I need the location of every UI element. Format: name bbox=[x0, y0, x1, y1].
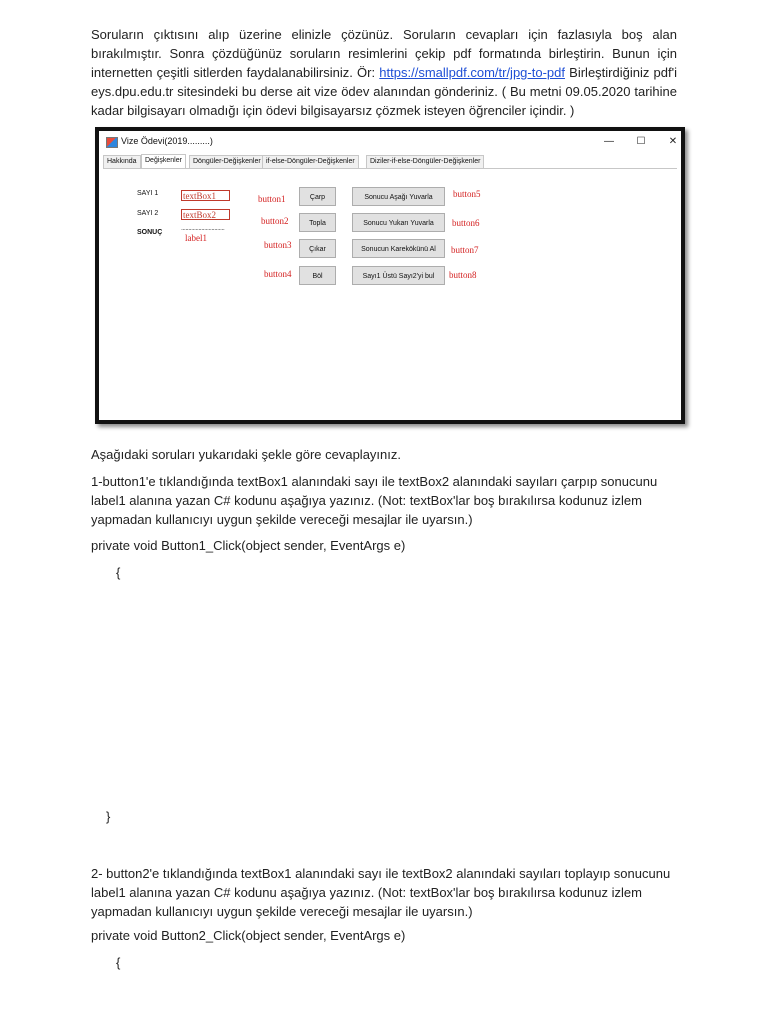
button2-annotation: button2 bbox=[261, 216, 289, 226]
question-1-signature: private void Button1_Click(object sender, EventArgs e) bbox=[91, 538, 406, 553]
tab-hakkinda[interactable]: Hakkında bbox=[103, 155, 141, 168]
question-1-text: 1-button1'e tıklandığında textBox1 alanındaki sayı ile textBox2 alanındaki sayıları çarpıp sonucunu label1 alanına yazan C# kodunu aşağıya yazınız. (Not: textBox'lar boş bırakılırsa kodunuz izlem yapmadan kullanıcıyı uygun şekilde vereceği mesajlar ile uyarsın.) bbox=[91, 474, 658, 527]
us-bul-button[interactable]: Sayı1 Üstü Sayı2'yi bul bbox=[352, 266, 445, 285]
sayi2-label: SAYI 2 bbox=[137, 210, 159, 217]
topla-button[interactable]: Topla bbox=[299, 213, 336, 232]
carp-button[interactable]: Çarp bbox=[299, 187, 336, 206]
button7-annotation: button7 bbox=[451, 245, 479, 255]
minimize-button[interactable]: — bbox=[604, 136, 614, 147]
bol-button[interactable]: Böl bbox=[299, 266, 336, 285]
window-titlebar bbox=[99, 131, 681, 153]
maximize-button[interactable]: ☐ bbox=[636, 136, 646, 147]
smallpdf-link[interactable]: https://smallpdf.com/tr/jpg-to-pdf bbox=[379, 65, 565, 80]
textbox2-input[interactable]: textBox2 bbox=[181, 209, 230, 220]
app-screenshot bbox=[95, 127, 685, 424]
button5-annotation: button5 bbox=[453, 189, 481, 199]
question-2-signature: private void Button2_Click(object sender, EventArgs e) bbox=[91, 928, 406, 943]
intro-paragraph bbox=[91, 25, 677, 120]
intro-text-1: Soruların çıktısını alıp üzerine elinizle çözünüz. Soruların cevapları için fazlasıyla boş alan bırakılmıştır. Sonra çözdüğünüz soruların resimlerini çekip pdf formatında birleştirin. Bunun için internetten çeşitli sitlerden faydalanabilirsiniz. Ör: bbox=[91, 27, 677, 80]
question-1-open-brace: { bbox=[116, 565, 121, 580]
button6-annotation: button6 bbox=[452, 218, 480, 228]
question-1-close-brace: } bbox=[106, 809, 111, 824]
asagi-yuvarla-button[interactable]: Sonucu Aşağı Yuvarla bbox=[352, 187, 445, 206]
sonuc-label: SONUÇ bbox=[137, 229, 163, 236]
intro-text-2: Birleştirdiğiniz pdf'i eys.dpu.edu.tr sitesindeki bu derse ait vize ödev alanından gönderiniz. ( Bu metni 09.05.2020 tarihine kadar bilgisayarı olmadığı için ödevi bilgisayarsız çözmek isteyen öğrenciler içindir. ) bbox=[91, 65, 677, 118]
yukari-yuvarla-button[interactable]: Sonucu Yukarı Yuvarla bbox=[352, 213, 445, 232]
button3-annotation: button3 bbox=[264, 240, 292, 250]
instruction-text: Aşağıdaki soruları yukarıdaki şekle göre cevaplayınız. bbox=[91, 447, 401, 462]
question-2-text: 2- button2'e tıklandığında textBox1 alanındaki sayı ile textBox2 alanındaki sayıları toplayıp sonucunu label1 alanına yazan C# kodunu aşağıya yazınız. (Not: textBox'lar boş bırakılırsa kodunuz izlem yapmadan kullanıcıyı uygun şekilde vereceği mesajlar ile uyarsın.) bbox=[91, 866, 671, 919]
tab-diziler[interactable]: Diziler-if-else-Döngüler-Değişkenler bbox=[366, 155, 484, 168]
question-2-open-brace: { bbox=[116, 955, 121, 970]
close-button[interactable]: ✕ bbox=[668, 136, 678, 147]
tab-divider bbox=[103, 168, 677, 169]
tab-donguler[interactable]: Döngüler-Değişkenler bbox=[189, 155, 265, 168]
button8-annotation: button8 bbox=[449, 270, 477, 280]
cikar-button[interactable]: Çıkar bbox=[299, 239, 336, 258]
tab-degiskenler[interactable]: Değişkenler bbox=[141, 154, 186, 169]
label1-output: .............................. bbox=[181, 225, 225, 232]
tab-ifelse[interactable]: if-else-Döngüler-Değişkenler bbox=[262, 155, 359, 168]
sayi1-label: SAYI 1 bbox=[137, 190, 159, 197]
window-title: Vize Ödevi(2019.........) bbox=[121, 136, 213, 146]
button1-annotation: button1 bbox=[258, 194, 286, 204]
textbox1-input[interactable]: textBox1 bbox=[181, 190, 230, 201]
button4-annotation: button4 bbox=[264, 269, 292, 279]
label1-annotation: label1 bbox=[185, 233, 207, 243]
app-icon bbox=[106, 137, 118, 148]
karekok-button[interactable]: Sonucun Karekökünü Al bbox=[352, 239, 445, 258]
